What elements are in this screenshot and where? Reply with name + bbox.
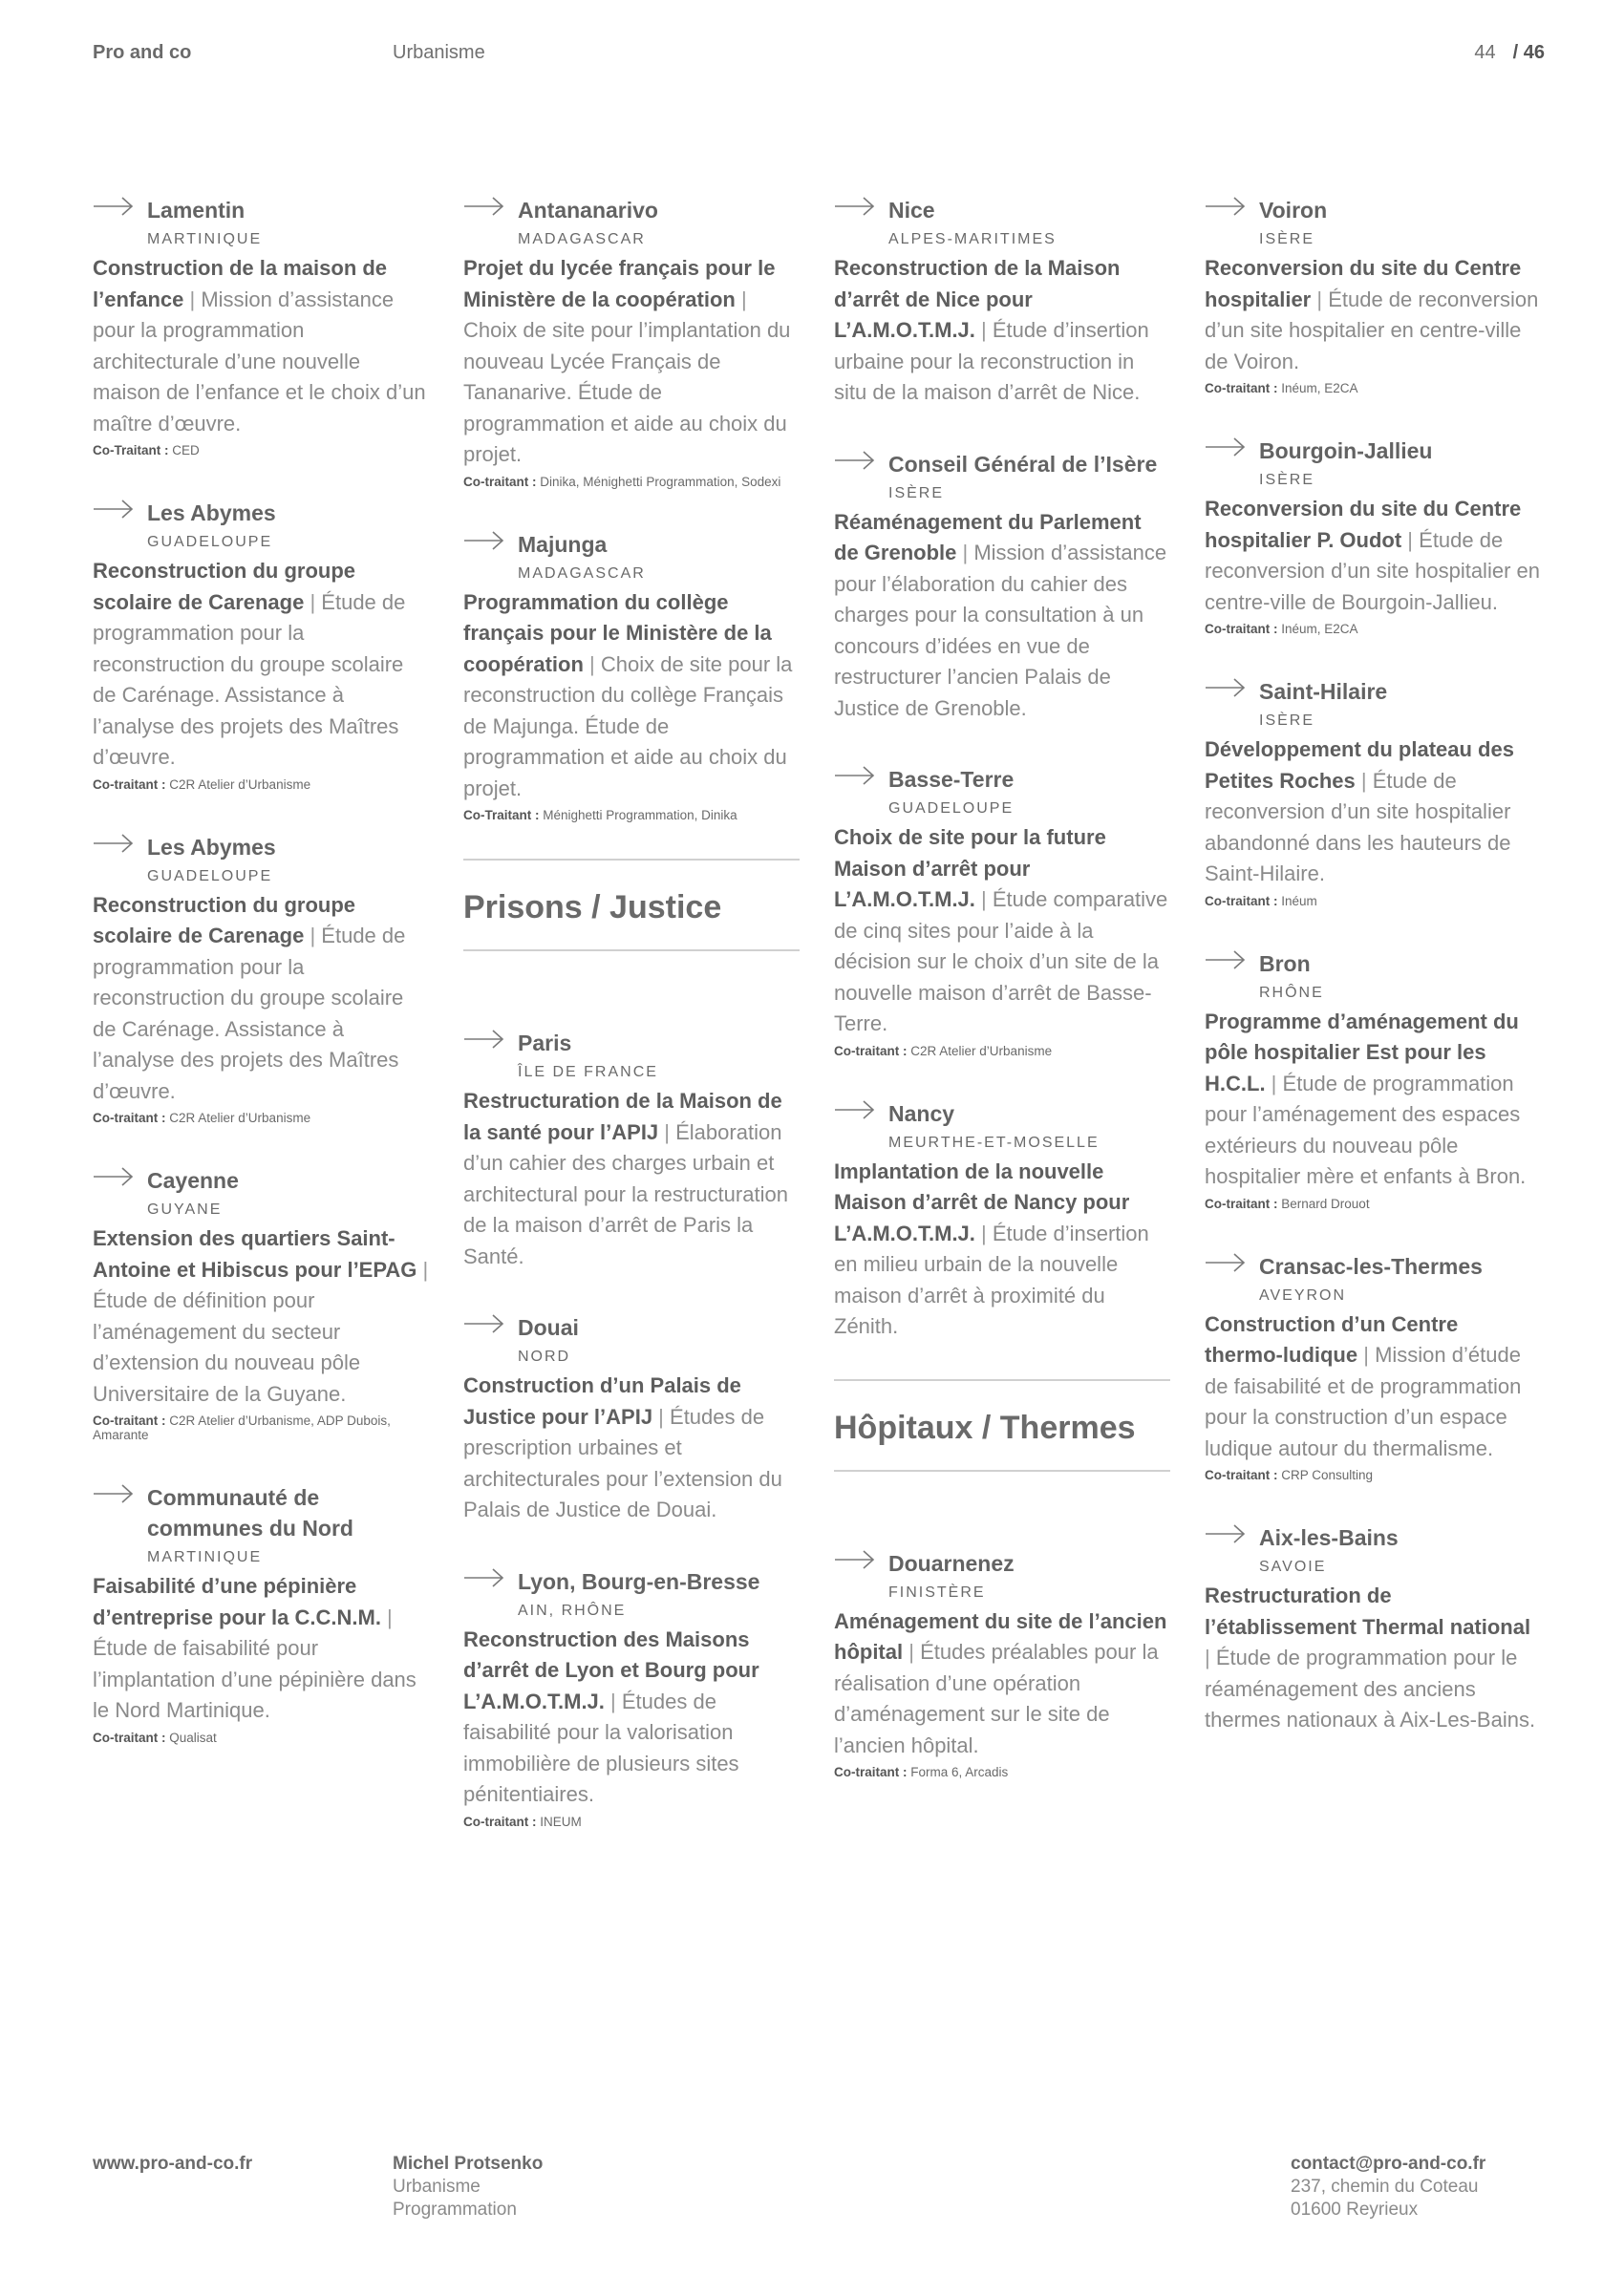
co-traitant-label: Co-traitant : bbox=[1205, 622, 1278, 636]
city-name: Nice bbox=[888, 198, 935, 223]
project-description bbox=[834, 1606, 1170, 1762]
co-traitant bbox=[463, 808, 800, 822]
city-name: Bourgoin-Jallieu bbox=[1259, 438, 1433, 463]
arrow-right-icon bbox=[834, 1098, 876, 1121]
project-entry bbox=[1205, 195, 1541, 395]
co-traitant-label: Co-traitant : bbox=[463, 1814, 537, 1829]
column-3 bbox=[834, 195, 1170, 1819]
co-traitant bbox=[834, 1765, 1170, 1779]
separator-bar: | bbox=[583, 651, 601, 676]
co-traitant-value: C2R Atelier d’Urbanisme, ADP Dubois, Amarante bbox=[93, 1414, 391, 1442]
project-entry bbox=[93, 498, 429, 792]
project-description bbox=[1205, 253, 1541, 377]
separator-bar: | bbox=[380, 1605, 393, 1629]
region-name: MADAGASCAR bbox=[518, 231, 646, 247]
project-entry bbox=[834, 1098, 1170, 1343]
co-traitant-value: Inéum, E2CA bbox=[1281, 622, 1358, 636]
co-traitant bbox=[1205, 622, 1541, 636]
co-traitant-value: Inéum, E2CA bbox=[1281, 381, 1358, 395]
co-traitant bbox=[93, 777, 429, 792]
location-row bbox=[93, 832, 429, 862]
location-row bbox=[1205, 676, 1541, 707]
project-title: Développement du plateau des Petites Roches bbox=[1205, 737, 1514, 793]
project-title: Choix de site pour la future Maison d’arrêt pour L’A.M.O.T.M.J. bbox=[834, 825, 1106, 911]
project-entry bbox=[834, 449, 1170, 725]
co-traitant-label: Co-traitant : bbox=[93, 1730, 166, 1745]
arrow-right-icon bbox=[463, 1566, 505, 1589]
city-name: Cayenne bbox=[147, 1168, 239, 1193]
contact-block bbox=[1291, 2153, 1485, 2222]
contact-person bbox=[393, 2153, 543, 2222]
project-text: Mission d’assistance pour la programmation architecturale d’une nouvelle maison de l’enfance et le choix d’un maître d’œuvre. bbox=[93, 287, 426, 436]
project-text: Étude d’insertion urbaine pour la reconstruction in situ de la maison d’arrêt de Nice. bbox=[834, 318, 1149, 404]
separator-bar: | bbox=[658, 1119, 676, 1144]
city-name: Les Abymes bbox=[147, 834, 276, 860]
city-name: Nancy bbox=[888, 1100, 955, 1126]
region-name: ALPES-MARITIMES bbox=[888, 231, 1057, 247]
location-row bbox=[834, 195, 1170, 225]
project-title: Reconversion du site du Centre hospitalier P. Oudot bbox=[1205, 497, 1522, 552]
co-traitant bbox=[1205, 1468, 1541, 1482]
region-name: ÎLE DE FRANCE bbox=[518, 1064, 658, 1080]
section-rule-bottom bbox=[463, 949, 800, 951]
project-title: Aménagement du site de l’ancien hôpital bbox=[834, 1608, 1167, 1664]
separator-bar: | bbox=[304, 589, 322, 614]
arrow-right-icon bbox=[1205, 948, 1247, 971]
project-title: Reconstruction des Maisons d’arrêt de Lyon et Bourg pour L’A.M.O.T.M.J. bbox=[463, 1626, 759, 1713]
project-text: Choix de site pour la reconstruction du collège Français de Majunga. Étude de programmation et aide au choix du projet. bbox=[463, 651, 793, 800]
co-traitant bbox=[93, 1731, 429, 1745]
project-entry bbox=[463, 195, 800, 489]
co-traitant-value: C2R Atelier d’Urbanisme bbox=[910, 1043, 1053, 1058]
city-name: Douarnenez bbox=[888, 1550, 1015, 1576]
project-title: Restructuration de la Maison de la santé pour l’APIJ bbox=[463, 1089, 782, 1144]
region-name: RHÔNE bbox=[1259, 984, 1324, 1001]
location-row bbox=[1205, 1251, 1541, 1282]
project-description bbox=[1205, 1007, 1541, 1193]
project-entry bbox=[93, 1482, 429, 1745]
separator-bar: | bbox=[956, 541, 974, 564]
separator-bar: | bbox=[1355, 768, 1373, 793]
co-traitant bbox=[834, 1044, 1170, 1058]
co-traitant-label: Co-traitant : bbox=[834, 1765, 908, 1779]
region-name: ISÈRE bbox=[1259, 472, 1315, 488]
project-entry bbox=[463, 529, 800, 823]
column-1 bbox=[93, 195, 429, 1785]
person-role-1: Urbanisme bbox=[393, 2177, 481, 2197]
page-total: / 46 bbox=[1512, 42, 1545, 63]
project-title: Réaménagement du Parlement de Grenoble bbox=[834, 509, 1142, 564]
project-description bbox=[93, 1571, 429, 1727]
address-line-2: 01600 Reyrieux bbox=[1291, 2200, 1419, 2220]
project-description bbox=[93, 890, 429, 1108]
project-text: Étude de définition pour l’aménagement du secteur d’extension du nouveau pôle Universitaire de la Guyane. bbox=[93, 1288, 361, 1406]
location-row bbox=[834, 1548, 1170, 1579]
person-name: Michel Protsenko bbox=[393, 2154, 544, 2174]
city-name: Lamentin bbox=[147, 198, 246, 223]
co-traitant-value: Ménighetti Programmation, Dinika bbox=[543, 808, 737, 822]
project-text: Mission d’assistance pour l’élaboration du cahier des charges pour la consultation à un concours d’idées en vue de restructurer l’ancien Palais de Justice de Grenoble. bbox=[834, 541, 1167, 720]
project-text: Étude de programmation pour le réaménagement des anciens thermes nationaux à Aix-Les-Bains. bbox=[1205, 1646, 1536, 1732]
region-name: MEURTHE-ET-MOSELLE bbox=[888, 1134, 1100, 1151]
address-line-1: 237, chemin du Coteau bbox=[1291, 2177, 1479, 2197]
arrow-right-icon bbox=[834, 1548, 876, 1571]
project-text: Élaboration d’un cahier des charges urbain et architectural pour la restructuration de la maison d’arrêt de Paris la Santé. bbox=[463, 1119, 788, 1268]
location-row bbox=[1205, 948, 1541, 979]
city-name: Les Abymes bbox=[147, 500, 276, 525]
region-name: MARTINIQUE bbox=[147, 1549, 263, 1565]
project-text: Étude de faisabilité pour l’implantation d’une pépinière dans le Nord Martinique. bbox=[93, 1636, 417, 1722]
co-traitant-label: Co-traitant : bbox=[834, 1043, 908, 1058]
section-rule-bottom bbox=[834, 1470, 1170, 1472]
co-traitant-value: CED bbox=[172, 443, 200, 457]
project-title: Reconstruction de la Maison d’arrêt de Nice pour L’A.M.O.T.M.J. bbox=[834, 256, 1121, 342]
project-title: Reconstruction du groupe scolaire de Carenage bbox=[93, 559, 355, 614]
region-name: GUADELOUPE bbox=[147, 867, 273, 884]
project-text: Étude de programmation pour la reconstruction du groupe scolaire de Carénage. Assistance à l’analyse des projets des Maîtres d’œuvre. bbox=[93, 589, 406, 769]
region-name: GUADELOUPE bbox=[888, 800, 1015, 817]
arrow-right-icon bbox=[93, 1482, 135, 1505]
project-text: Étude de programmation pour l’aménagement des espaces extérieurs du nouveau pôle hospitalier mère et enfants à Bron. bbox=[1205, 1071, 1527, 1188]
section-divider bbox=[834, 1379, 1170, 1472]
arrow-right-icon bbox=[1205, 1522, 1247, 1545]
city-name: Antananarivo bbox=[518, 198, 658, 223]
co-traitant-value: Bernard Drouot bbox=[1281, 1196, 1370, 1211]
city-name: Voiron bbox=[1259, 198, 1328, 223]
separator-bar: | bbox=[1401, 527, 1420, 552]
arrow-right-icon bbox=[834, 195, 876, 218]
page-header bbox=[93, 42, 1545, 71]
city-name: Lyon, Bourg-en-Bresse bbox=[518, 1568, 760, 1594]
project-description bbox=[463, 1371, 800, 1526]
co-traitant-label: Co-Traitant : bbox=[463, 808, 540, 822]
co-traitant-value: Qualisat bbox=[169, 1730, 217, 1745]
location-row bbox=[1205, 195, 1541, 225]
project-title: Construction d’un Palais de Justice pour l’APIJ bbox=[463, 1373, 741, 1429]
project-text: Étude de programmation pour la reconstruction du groupe scolaire de Carénage. Assistance à l’analyse des projets des Maîtres d’œuvre. bbox=[93, 924, 406, 1103]
project-description bbox=[463, 1625, 800, 1811]
page-number: 44 bbox=[1474, 42, 1496, 63]
project-description bbox=[834, 1157, 1170, 1343]
region-name: MADAGASCAR bbox=[518, 564, 646, 582]
location-row bbox=[1205, 1522, 1541, 1553]
separator-bar: | bbox=[974, 1221, 993, 1245]
co-traitant-label: Co-traitant : bbox=[463, 474, 537, 489]
separator-bar: | bbox=[1265, 1071, 1283, 1095]
separator-bar: | bbox=[974, 887, 993, 911]
project-entry bbox=[463, 1566, 800, 1829]
website-link[interactable]: www.pro-and-co.fr bbox=[93, 2154, 253, 2174]
city-name: Bron bbox=[1259, 950, 1311, 976]
region-name: GUADELOUPE bbox=[147, 534, 273, 550]
location-row bbox=[93, 1165, 429, 1196]
project-text: Mission d’étude de faisabilité et de programmation pour la construction d’un espace ludique autour du thermalisme. bbox=[1205, 1343, 1522, 1460]
arrow-right-icon bbox=[463, 529, 505, 552]
location-row bbox=[463, 1566, 800, 1597]
project-description bbox=[463, 1086, 800, 1272]
project-entry bbox=[1205, 1251, 1541, 1483]
section-title: Prisons / Justice bbox=[463, 889, 722, 925]
city-name: Saint-Hilaire bbox=[1259, 679, 1388, 704]
co-traitant-label: Co-traitant : bbox=[1205, 1468, 1278, 1482]
project-entry bbox=[93, 195, 429, 457]
region-name: AIN, RHÔNE bbox=[518, 1602, 627, 1619]
project-text: Étude comparative de cinq sites pour l’aide à la décision sur le choix d’un site de la nouvelle maison d’arrêt de Basse-Terre. bbox=[834, 887, 1168, 1035]
separator-bar: | bbox=[1205, 1646, 1216, 1669]
project-description bbox=[93, 253, 429, 439]
co-traitant-value: Inéum bbox=[1281, 893, 1317, 908]
section-divider bbox=[463, 859, 800, 951]
project-entry bbox=[834, 1548, 1170, 1780]
location-row bbox=[834, 1098, 1170, 1129]
project-description bbox=[93, 1223, 429, 1410]
city-name: Aix-les-Bains bbox=[1259, 1525, 1399, 1550]
arrow-right-icon bbox=[1205, 676, 1247, 699]
city-name: Conseil Général de l’Isère bbox=[888, 451, 1158, 477]
project-title: Restructuration de l’établissement Thermal national bbox=[1205, 1584, 1531, 1639]
city-name: Cransac-les-Thermes bbox=[1259, 1253, 1483, 1279]
arrow-right-icon bbox=[93, 498, 135, 521]
location-row bbox=[93, 1482, 429, 1543]
co-traitant bbox=[93, 1414, 429, 1442]
co-traitant-label: Co-traitant : bbox=[93, 776, 166, 792]
location-row bbox=[463, 1312, 800, 1343]
co-traitant-label: Co-traitant : bbox=[1205, 1196, 1278, 1211]
column-4 bbox=[1205, 195, 1541, 1776]
region-name: SAVOIE bbox=[1259, 1559, 1327, 1575]
co-traitant-value: C2R Atelier d’Urbanisme bbox=[169, 776, 311, 792]
arrow-right-icon bbox=[1205, 195, 1247, 218]
project-entry bbox=[1205, 948, 1541, 1211]
arrow-right-icon bbox=[463, 1028, 505, 1051]
project-description bbox=[1205, 1581, 1541, 1736]
project-description bbox=[834, 822, 1170, 1040]
arrow-right-icon bbox=[93, 1165, 135, 1188]
co-traitant-label: Co-traitant : bbox=[1205, 893, 1278, 908]
location-row bbox=[834, 764, 1170, 795]
co-traitant-value: INEUM bbox=[540, 1814, 582, 1829]
region-name: FINISTÈRE bbox=[888, 1584, 986, 1601]
project-description bbox=[1205, 734, 1541, 890]
project-entry bbox=[834, 764, 1170, 1058]
project-description bbox=[463, 587, 800, 805]
project-title: Extension des quartiers Saint-Antoine et Hibiscus pour l’EPAG bbox=[93, 1226, 417, 1282]
separator-bar: | bbox=[604, 1689, 622, 1713]
project-description bbox=[1205, 1309, 1541, 1465]
separator-bar: | bbox=[974, 318, 993, 342]
arrow-right-icon bbox=[93, 195, 135, 218]
location-row bbox=[463, 195, 800, 225]
location-row bbox=[463, 529, 800, 560]
project-description bbox=[463, 253, 800, 471]
co-traitant-label: Co-traitant : bbox=[93, 1414, 166, 1428]
project-entry bbox=[93, 1165, 429, 1442]
location-row bbox=[93, 498, 429, 528]
project-title: Projet du lycée français pour le Ministère de la coopération bbox=[463, 256, 776, 311]
project-text: Études préalables pour la réalisation d’une opération d’aménagement sur le site de l’ancien hôpital. bbox=[834, 1640, 1159, 1757]
separator-bar: | bbox=[903, 1640, 921, 1664]
city-name: Communauté de communes du Nord bbox=[147, 1485, 353, 1541]
location-row bbox=[1205, 436, 1541, 466]
location-row bbox=[93, 195, 429, 225]
separator-bar: | bbox=[1311, 287, 1329, 311]
co-traitant bbox=[463, 1815, 800, 1829]
project-text: Études de faisabilité pour la valorisation immobilière de plusieurs sites pénitentiaires. bbox=[463, 1689, 739, 1806]
column-2 bbox=[463, 195, 800, 1869]
arrow-right-icon bbox=[1205, 1251, 1247, 1274]
separator-bar: | bbox=[183, 287, 202, 311]
city-name: Majunga bbox=[518, 531, 608, 557]
region-name: AVEYRON bbox=[1259, 1286, 1347, 1304]
project-entry bbox=[1205, 436, 1541, 636]
project-title: Faisabilité d’une pépinière d’entreprise pour la C.C.N.M. bbox=[93, 1574, 381, 1629]
project-entry bbox=[1205, 1522, 1541, 1736]
co-traitant-value: CRP Consulting bbox=[1281, 1468, 1374, 1482]
co-traitant-value: C2R Atelier d’Urbanisme bbox=[169, 1111, 311, 1125]
project-title: Implantation de la nouvelle Maison d’arrêt de Nancy pour L’A.M.O.T.M.J. bbox=[834, 1159, 1130, 1245]
brand-name: Pro and co bbox=[93, 42, 192, 63]
co-traitant-label: Co-traitant : bbox=[1205, 381, 1278, 395]
project-description bbox=[834, 507, 1170, 725]
co-traitant bbox=[1205, 1197, 1541, 1211]
arrow-right-icon bbox=[463, 1312, 505, 1335]
page-counter bbox=[1474, 42, 1545, 64]
project-text: Étude de reconversion d’un site hospitalier en centre-ville de Bourgoin-Jallieu. bbox=[1205, 527, 1540, 614]
project-description bbox=[93, 556, 429, 774]
project-text: Étude d’insertion en milieu urbain de la nouvelle maison d’arrêt à proximité du Zénith. bbox=[834, 1221, 1149, 1338]
co-traitant bbox=[93, 443, 429, 457]
region-name: NORD bbox=[518, 1349, 571, 1365]
project-title: Construction d’un Centre thermo-ludique bbox=[1205, 1311, 1459, 1367]
city-name: Basse-Terre bbox=[888, 767, 1015, 792]
project-text: Étude de reconversion d’un site hospitalier abandonné dans les hauteurs de Saint-Hilaire. bbox=[1205, 768, 1511, 885]
separator-bar: | bbox=[304, 924, 322, 947]
co-traitant-value: Forma 6, Arcadis bbox=[910, 1765, 1009, 1779]
arrow-right-icon bbox=[834, 449, 876, 472]
person-role-2: Programmation bbox=[393, 2200, 517, 2220]
co-traitant bbox=[463, 475, 800, 489]
project-entry bbox=[463, 1028, 800, 1272]
project-text: Études de prescription urbaines et architecturales pour l’extension du Palais de Justice de Douai. bbox=[463, 1404, 782, 1521]
section-title: Hôpitaux / Thermes bbox=[834, 1409, 1136, 1446]
arrow-right-icon bbox=[1205, 436, 1247, 458]
project-text: Étude de reconversion d’un site hospitalier en centre-ville de Voiron. bbox=[1205, 287, 1539, 373]
co-traitant-label: Co-traitant : bbox=[93, 1111, 166, 1125]
co-traitant-label: Co-Traitant : bbox=[93, 443, 169, 457]
separator-bar: | bbox=[735, 287, 747, 311]
project-title: Programme d’aménagement du pôle hospitalier Est pour les H.C.L. bbox=[1205, 1009, 1519, 1095]
project-entry bbox=[93, 832, 429, 1126]
separator-bar: | bbox=[417, 1257, 429, 1282]
region-name: ISÈRE bbox=[1259, 712, 1315, 729]
co-traitant-value: Dinika, Ménighetti Programmation, Sodexi bbox=[540, 474, 781, 489]
project-description bbox=[1205, 494, 1541, 618]
arrow-right-icon bbox=[834, 764, 876, 787]
region-name: GUYANE bbox=[147, 1201, 223, 1218]
region-name: ISÈRE bbox=[888, 484, 945, 501]
project-entry bbox=[834, 195, 1170, 409]
project-title: Reconstruction du groupe scolaire de Carenage bbox=[93, 892, 355, 947]
location-row bbox=[463, 1028, 800, 1058]
co-traitant bbox=[93, 1111, 429, 1125]
co-traitant bbox=[1205, 381, 1541, 395]
project-title: Programmation du collège français pour le Ministère de la coopération bbox=[463, 589, 772, 676]
region-name: MARTINIQUE bbox=[147, 231, 263, 247]
project-entry bbox=[1205, 676, 1541, 908]
city-name: Paris bbox=[518, 1031, 572, 1055]
email-link[interactable]: contact@pro-and-co.fr bbox=[1291, 2154, 1486, 2174]
city-name: Douai bbox=[518, 1315, 579, 1340]
project-description bbox=[834, 253, 1170, 409]
project-title: Construction de la maison de l’enfance bbox=[93, 256, 388, 311]
project-text: Choix de site pour l’implantation du nouveau Lycée Français de Tananarive. Étude de programmation et aide au choix du projet. bbox=[463, 318, 791, 466]
arrow-right-icon bbox=[93, 832, 135, 855]
separator-bar: | bbox=[1357, 1343, 1376, 1367]
arrow-right-icon bbox=[463, 195, 505, 218]
project-title: Reconversion du site du Centre hospitalier bbox=[1205, 256, 1522, 311]
co-traitant bbox=[1205, 894, 1541, 908]
section-name: Urbanisme bbox=[393, 42, 485, 63]
location-row bbox=[834, 449, 1170, 479]
region-name: ISÈRE bbox=[1259, 231, 1315, 247]
separator-bar: | bbox=[652, 1404, 671, 1429]
project-entry bbox=[463, 1312, 800, 1526]
